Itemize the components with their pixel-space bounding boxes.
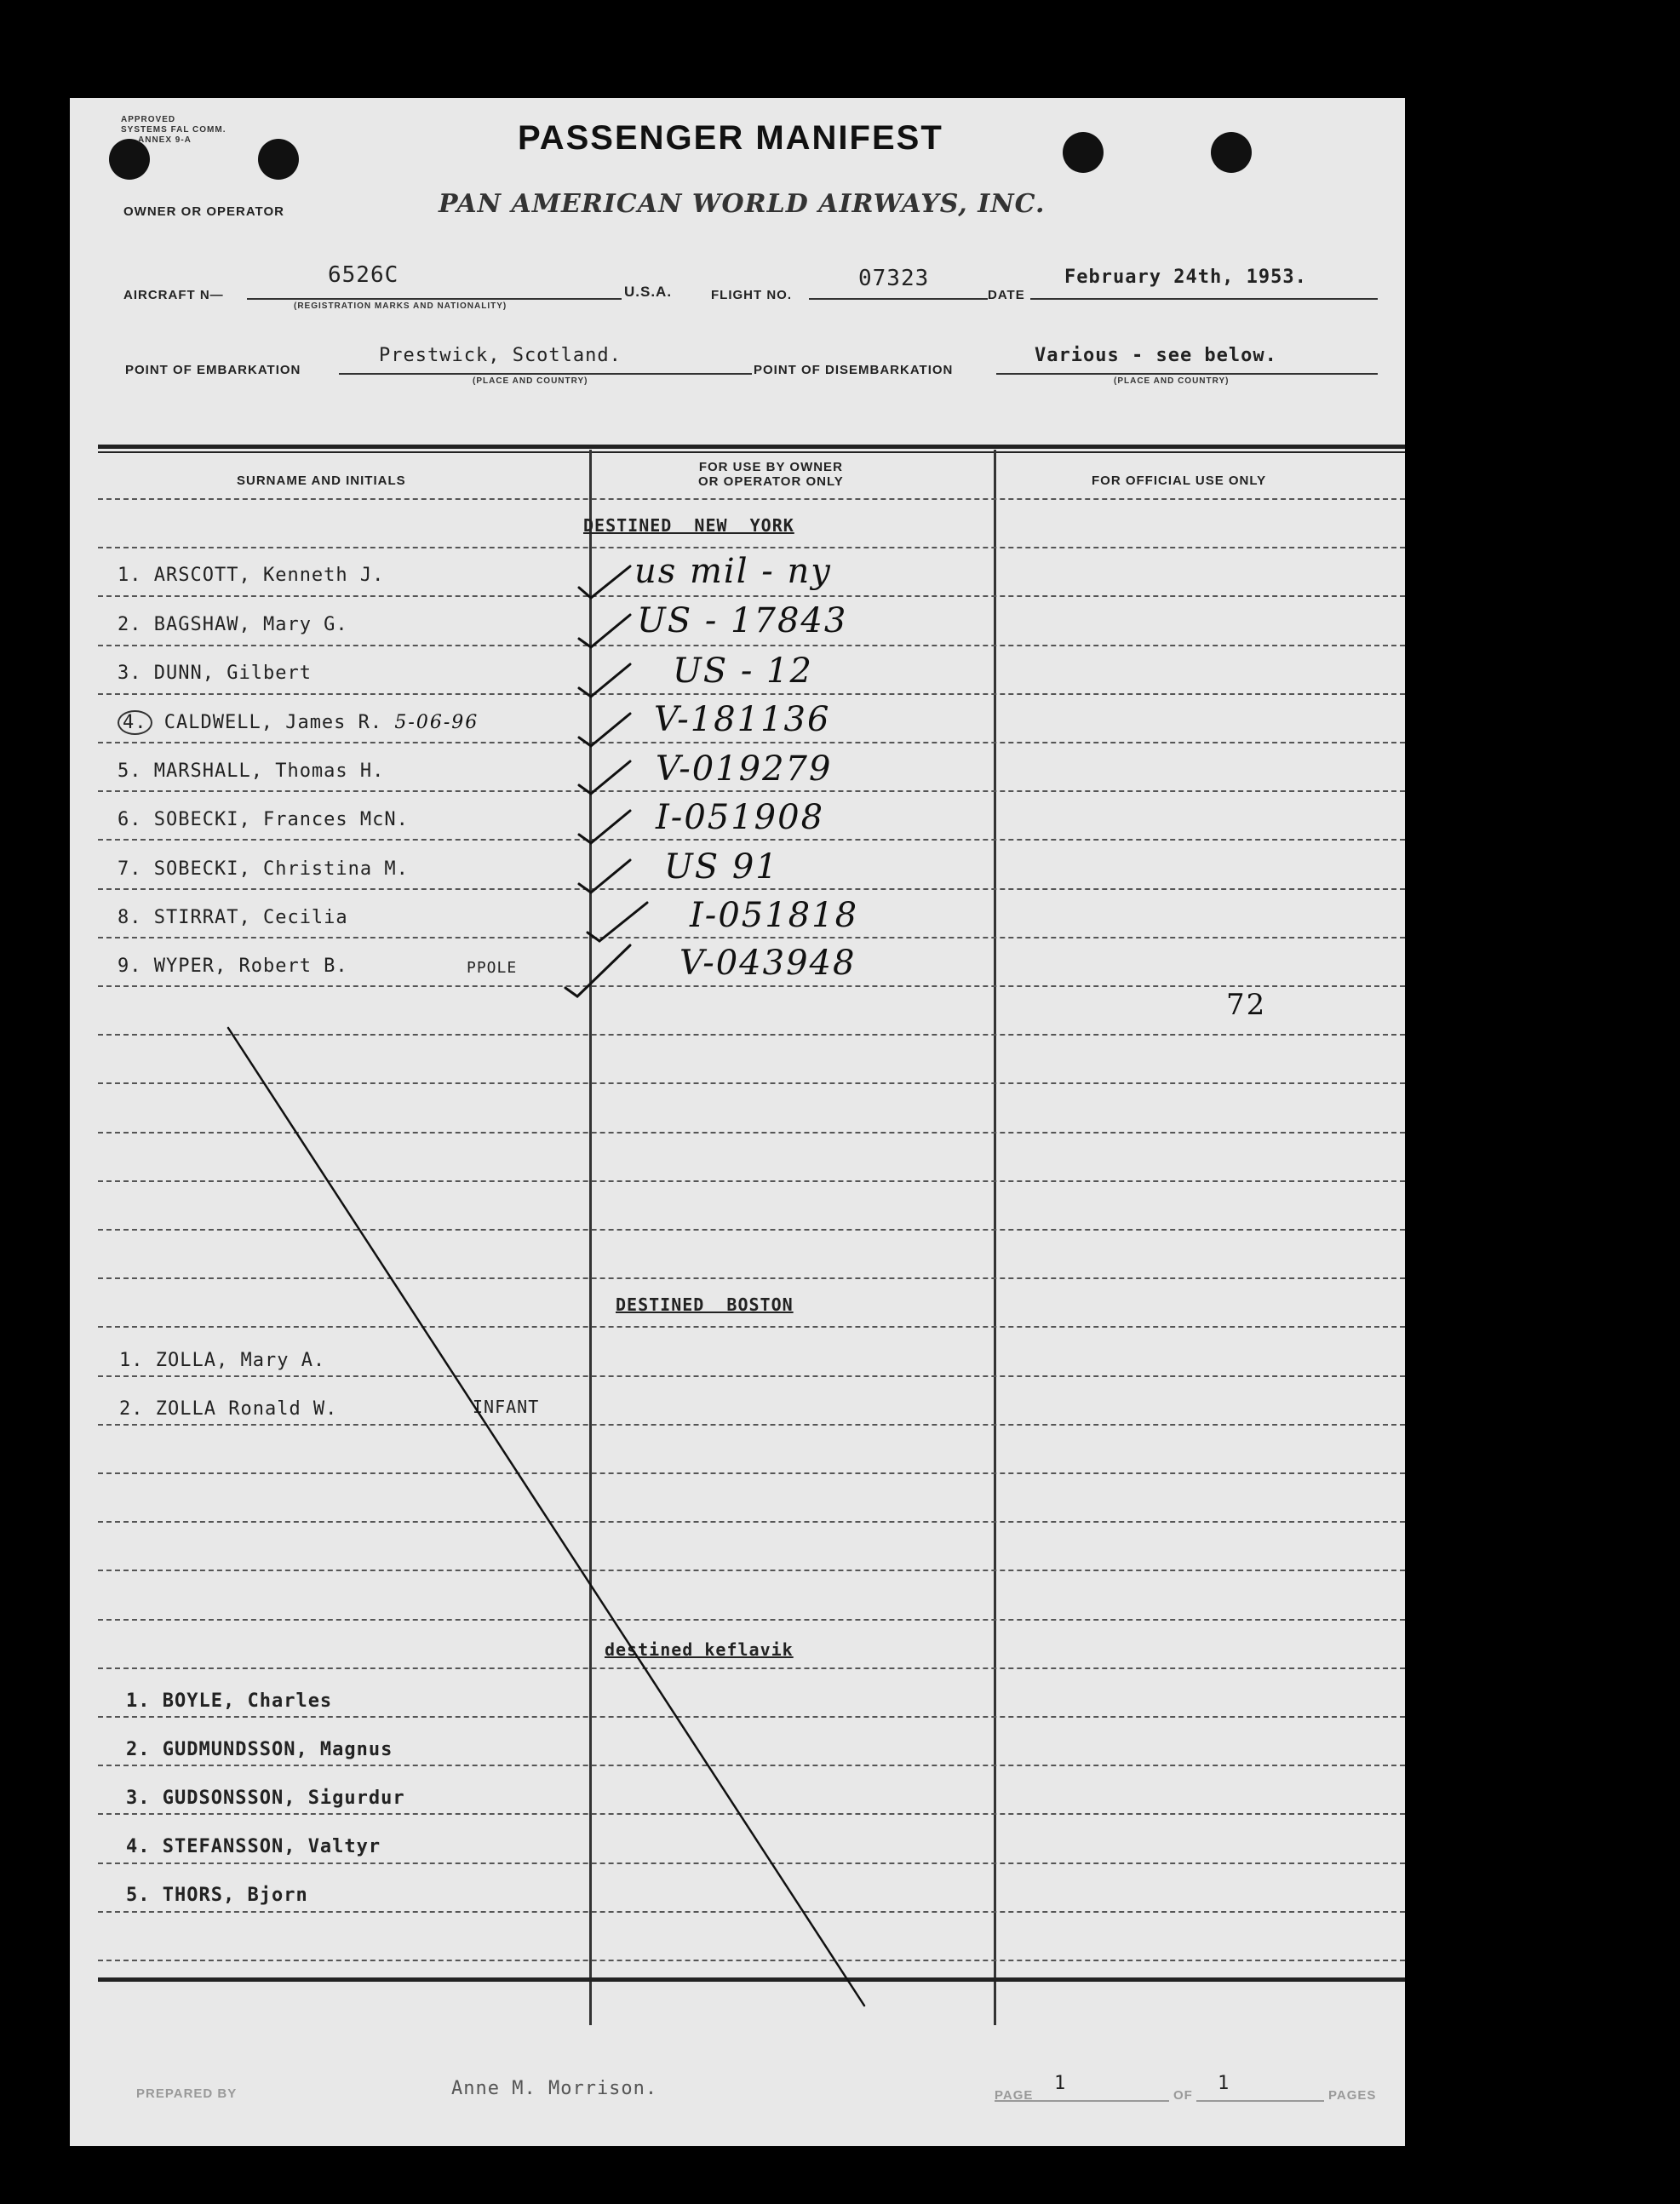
page-title: PASSENGER MANIFEST — [518, 119, 943, 157]
pages-label: PAGES — [1328, 2088, 1377, 2103]
approval-line: APPROVED — [121, 115, 176, 124]
handwritten-entry: V-043948 — [679, 944, 857, 983]
handwritten-entry: us mil - ny — [634, 552, 832, 591]
passenger-name: SOBECKI, Christina M. — [153, 858, 409, 880]
strike-line — [228, 1028, 864, 2006]
handwritten-entry: US - 17843 — [637, 601, 848, 640]
handwritten-entry: US 91 — [664, 847, 779, 887]
owner-label: OWNER OR OPERATOR — [123, 204, 284, 219]
passenger-number: 7. — [118, 858, 142, 880]
owner-use-header-line: FOR USE BY OWNER — [698, 460, 843, 474]
flight-value: 07323 — [858, 266, 930, 291]
date-label: DATE — [988, 288, 1025, 302]
passenger-name: ARSCOTT, Kenneth J. — [153, 565, 385, 586]
owner-use-header-line: OR OPERATOR ONLY — [698, 474, 844, 489]
page-line — [995, 2100, 1169, 2102]
embarkation-value: Prestwick, Scotland. — [379, 345, 622, 366]
page-label: PAGE — [995, 2088, 1034, 2103]
passenger-number: 3. — [126, 1788, 151, 1809]
passenger-name: DUNN, Gilbert — [153, 663, 312, 684]
passenger-extra: INFANT — [473, 1397, 540, 1417]
aircraft-sublabel: (REGISTRATION MARKS AND NATIONALITY) — [294, 301, 507, 311]
official-count: 72 — [1226, 988, 1267, 1022]
handwritten-entry: I-051818 — [690, 896, 859, 935]
check-mark — [579, 761, 630, 794]
check-mark — [579, 714, 630, 746]
passenger-extra: PPOLE — [467, 959, 518, 977]
disembarkation-value: Various - see below. — [1035, 345, 1277, 366]
page-number: 1 — [1054, 2073, 1067, 2094]
passenger-number: 9. — [118, 956, 142, 977]
owner-value: PAN AMERICAN WORLD AIRWAYS, INC. — [439, 189, 1046, 219]
section-boston: DESTINED BOSTON — [616, 1294, 794, 1315]
passenger-number: 1. — [119, 1350, 144, 1371]
passenger-number: 2. — [118, 614, 142, 635]
prepared-by-label: PREPARED BY — [136, 2086, 238, 2101]
passenger-name: STEFANSSON, Valtyr — [162, 1836, 381, 1857]
check-mark — [588, 903, 647, 941]
passenger-number: 1. — [126, 1690, 151, 1712]
flight-label: FLIGHT NO. — [711, 288, 792, 302]
usa-label: U.S.A. — [624, 284, 673, 300]
passenger-name: ZOLLA, Mary A. — [155, 1350, 326, 1371]
passenger-name: BOYLE, Charles — [162, 1690, 333, 1712]
passenger-number: 5. — [126, 1885, 151, 1906]
check-mark — [579, 860, 630, 893]
passenger-number: 2. — [119, 1398, 144, 1420]
official-use-header: FOR OFFICIAL USE ONLY — [1092, 474, 1267, 488]
date-value: February 24th, 1953. — [1064, 267, 1307, 288]
aircraft-label: AIRCRAFT N— — [123, 288, 224, 302]
disembarkation-label: POINT OF DISEMBARKATION — [754, 363, 954, 377]
passenger-number: 4. — [118, 710, 152, 735]
passenger-number: 2. — [126, 1739, 151, 1760]
check-mark — [579, 566, 630, 598]
check-mark — [579, 664, 630, 697]
passenger-name: STIRRAT, Cecilia — [153, 907, 348, 928]
passenger-name: MARSHALL, Thomas H. — [153, 760, 385, 782]
check-mark — [565, 945, 630, 996]
section-new-york: DESTINED NEW YORK — [583, 515, 794, 536]
passenger-number: 8. — [118, 907, 142, 928]
handwritten-entry: I-051908 — [656, 798, 825, 837]
embarkation-sublabel: (PLACE AND COUNTRY) — [473, 376, 588, 386]
prepared-by-value: Anne M. Morrison. — [451, 2078, 658, 2099]
handwritten-entry: V-019279 — [656, 749, 833, 789]
total-pages: 1 — [1218, 2073, 1230, 2094]
passenger-name: THORS, Bjorn — [162, 1885, 308, 1906]
section-keflavik: destined keflavik — [605, 1639, 794, 1660]
handwritten-entry: US - 12 — [673, 651, 813, 691]
aircraft-value: 6526C — [328, 262, 399, 288]
passenger-number: 6. — [118, 809, 142, 830]
passenger-number: 4. — [126, 1836, 151, 1857]
approval-line: ANNEX 9-A — [138, 135, 192, 145]
passenger-number: 3. — [118, 663, 142, 684]
handwritten-entry: V-181136 — [654, 700, 831, 739]
passenger-name: GUDMUNDSSON, Magnus — [162, 1739, 393, 1760]
of-line — [1196, 2100, 1324, 2102]
passenger-number: 5. — [118, 760, 142, 782]
approval-line: SYSTEMS FAL COMM. — [121, 125, 226, 135]
handwritten-note: 5-06-96 — [394, 712, 479, 733]
of-label: OF — [1173, 2088, 1193, 2103]
passenger-number: 1. — [118, 565, 142, 586]
disembarkation-sublabel: (PLACE AND COUNTRY) — [1114, 376, 1230, 386]
surname-header: SURNAME AND INITIALS — [237, 474, 406, 488]
passenger-name: CALDWELL, James R. — [163, 712, 383, 733]
passenger-name: ZOLLA Ronald W. — [155, 1398, 338, 1420]
check-mark — [579, 811, 630, 843]
passenger-name: GUDSONSSON, Sigurdur — [162, 1788, 405, 1809]
embarkation-label: POINT OF EMBARKATION — [125, 363, 301, 377]
passenger-name: WYPER, Robert B. — [153, 956, 348, 977]
passenger-name: SOBECKI, Frances McN. — [153, 809, 409, 830]
check-mark — [579, 615, 630, 647]
passenger-name: BAGSHAW, Mary G. — [153, 614, 348, 635]
